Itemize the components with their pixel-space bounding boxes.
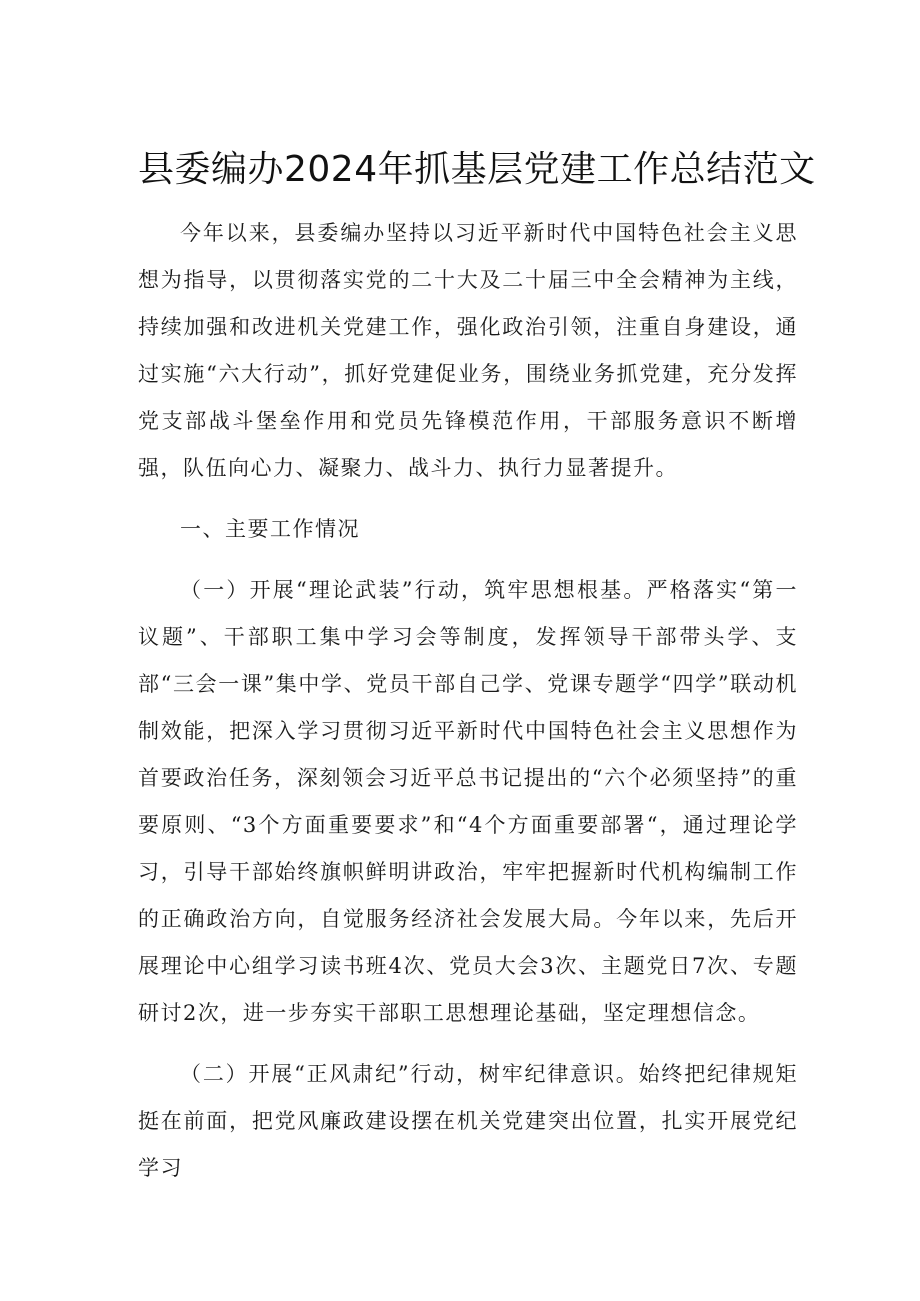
document-title: 县委编办2024年抓基层党建工作总结范文 — [138, 149, 816, 190]
intro-paragraph: 今年以来，县委编办坚持以习近平新时代中国特色社会主义思想为指导，以贯彻落实党的二十大及二十届三中全会精神为主线，持续加强和改进机关党建工作，强化政治引领，注重自身建设，通过实施“六大行动”，抓好党建促业务，围绕业务抓党建，充分发挥党支部战斗堡垒作用和党员先锋模范作用，干部服务意识不断增强，队伍向心力、凝聚力、战斗力、执行力显著提升。 — [138, 221, 798, 480]
section-paragraph-discipline: （二）开展“正风肃纪”行动，树牢纪律意识。始终把纪律规矩挺在前面，把党风廉政建设摆在机关党建突出位置，扎实开展党纪学习 — [138, 1062, 798, 1180]
document-body — [138, 190, 798, 1192]
section-heading-main-work: 一、主要工作情况 — [180, 517, 360, 541]
section-paragraph-theory: （一）开展“理论武装”行动，筑牢思想根基。严格落实“第一议题”、干部职工集中学习会等制度，发挥领导干部带头学、支部“三会一课”集中学、党员干部自己学、党课专题学“四学”联动机制效能，把深入学习贯彻习近平新时代中国特色社会主义思想作为首要政治任务，深刻领会习近平总书记提出的“六个必须坚持”的重要原则、“3个方面重要要求”和“4个方面重要部署“，通过理论学习，引导干部始终旗帜鲜明讲政治，牢牢把握新时代机构编制工作的正确政治方向，自觉服务经济社会发展大局。今年以来，先后开展理论中心组学习读书班4次、党员大会3次、主题党日7次、专题研讨2次，进一步夯实干部职工思想理论基础，坚定理想信念。 — [138, 578, 798, 1025]
